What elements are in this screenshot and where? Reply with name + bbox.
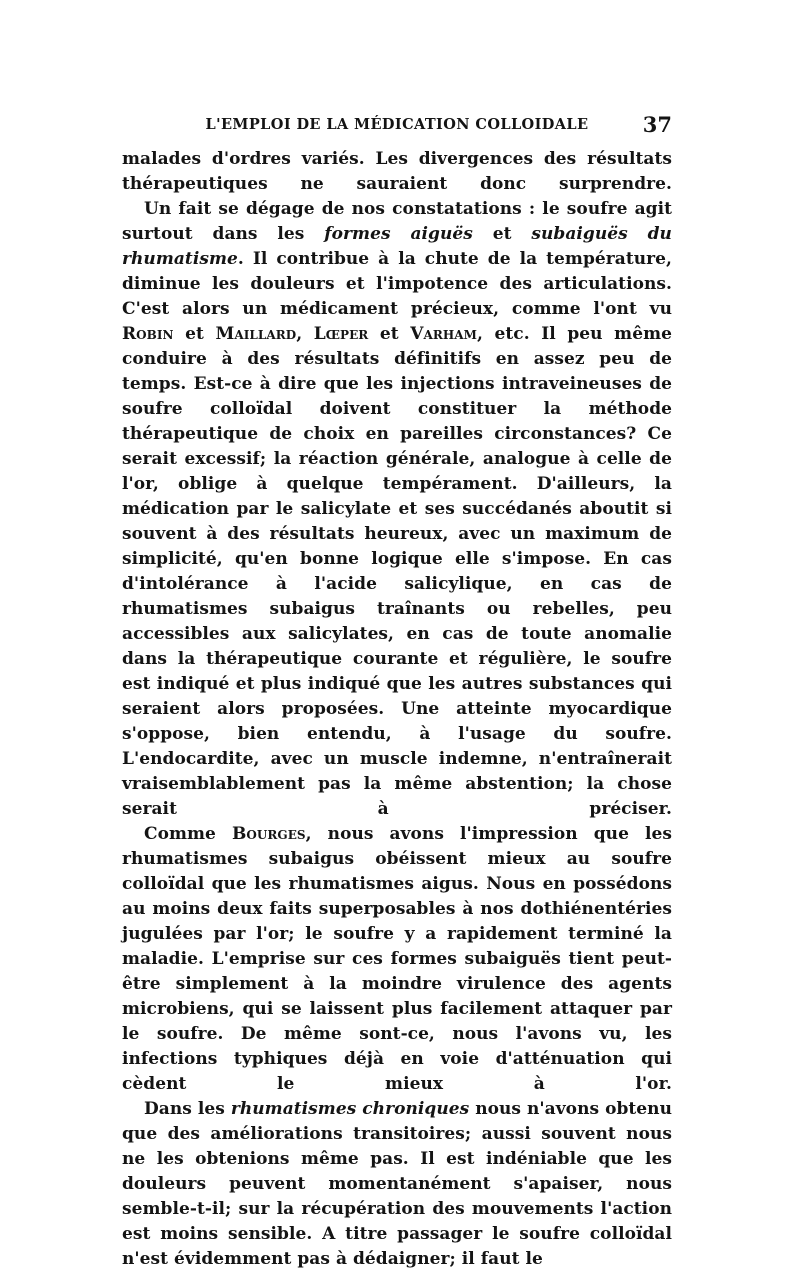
text-run: et bbox=[472, 224, 532, 244]
paragraph-1-text: malades d'ordres variés. Les divergences des résultats thérapeutiques ne sauraient donc surprendre. bbox=[122, 149, 672, 194]
text-run: , bbox=[296, 324, 314, 344]
paragraph-2 bbox=[122, 197, 672, 822]
italic-phrase: subaiguës du rhumatisme bbox=[122, 224, 672, 269]
text-run: , nous avons l'impression que les rhumatismes subaigus obéissent mieux au soufre colloïdal que les rhumatismes aigus. Nous en possédons au moins deux faits superposables à nos dothiénentéries jugulées par l'or; le soufre y a rapidement terminé la maladie. L'emprise sur ces formes subaiguës tient peut-être simplement à la moindre virulence des agents microbiens, qui se laissent plus facilement attaquer par le soufre. De même sont-ce, nous l'avons vu, les infections typhiques déjà en voie d'atténuation qui cèdent le mieux à l'or. bbox=[122, 824, 672, 1094]
page-header bbox=[122, 112, 672, 140]
author-name: Maillard bbox=[215, 324, 297, 344]
author-name: Varham bbox=[410, 324, 477, 344]
text-run: , etc. Il peu même conduire à des résultats définitifs en assez peu de temps. Est-ce à dire que les injections intraveineuses de soufre colloïdal doivent constituer la méthode thérapeutique de choix en pareilles circonstances? Ce serait excessif; la réaction générale, analogue à celle de l'or, oblige à quelque tempérament. D'ailleurs, la médication par le salicylate et ses succédanés aboutit si souvent à des résultats heureux, avec un maximum de simplicité, qu'en bonne logique elle s'impose. En cas d'intolérance à l'acide salicylique, en cas de rhumatismes subaigus traînants ou rebelles, peu accessibles aux salicylates, en cas de toute anomalie dans la thérapeutique courante et régulière, le soufre est indiqué et plus indiqué que les autres substances qui seraient alors proposées. Une atteinte myocardique s'oppose, bien entendu, à l'usage du soufre. L'endocardite, avec un muscle indemne, n'entraînerait vraisemblablement pas la même abstention; la chose serait à préciser. bbox=[122, 324, 672, 819]
author-name: Robin bbox=[122, 324, 174, 344]
running-title: L'EMPLOI DE LA MÉDICATION COLLOIDALE bbox=[205, 116, 589, 133]
page-number: 37 bbox=[642, 112, 672, 137]
text-run: . Il contribue à la chute de la température, diminue les douleurs et l'impotence des articulations. C'est alors un médicament précieux, comme l'ont vu bbox=[122, 249, 672, 319]
author-name: Lœper bbox=[313, 324, 369, 344]
text-run: nous n'avons obtenu que des améliorations transitoires; aussi souvent nous ne les obtenions même pas. Il est indéniable que les douleurs peuvent momentanément s'apaiser, nous semble-t-il; sur la récupération des mouvements l'action est moins sensible. A titre passager le soufre colloïdal n'est évidemment pas à dédaigner; il faut le bbox=[122, 1099, 672, 1269]
paragraph-4 bbox=[122, 1097, 672, 1272]
text-run: et bbox=[368, 324, 411, 344]
paragraph-1 bbox=[122, 147, 672, 197]
author-name: Bourges bbox=[231, 824, 306, 844]
body-text bbox=[122, 147, 672, 1272]
paragraph-3 bbox=[122, 822, 672, 1097]
text-run: Comme bbox=[144, 824, 232, 844]
italic-phrase: rhumatismes chroniques bbox=[230, 1099, 470, 1119]
text-run: et bbox=[173, 324, 216, 344]
text-run: Un fait se dégage de nos constatations : le soufre agit surtout dans les bbox=[122, 199, 672, 244]
italic-phrase: formes aiguës bbox=[324, 224, 473, 244]
text-run: Dans les bbox=[144, 1099, 231, 1119]
